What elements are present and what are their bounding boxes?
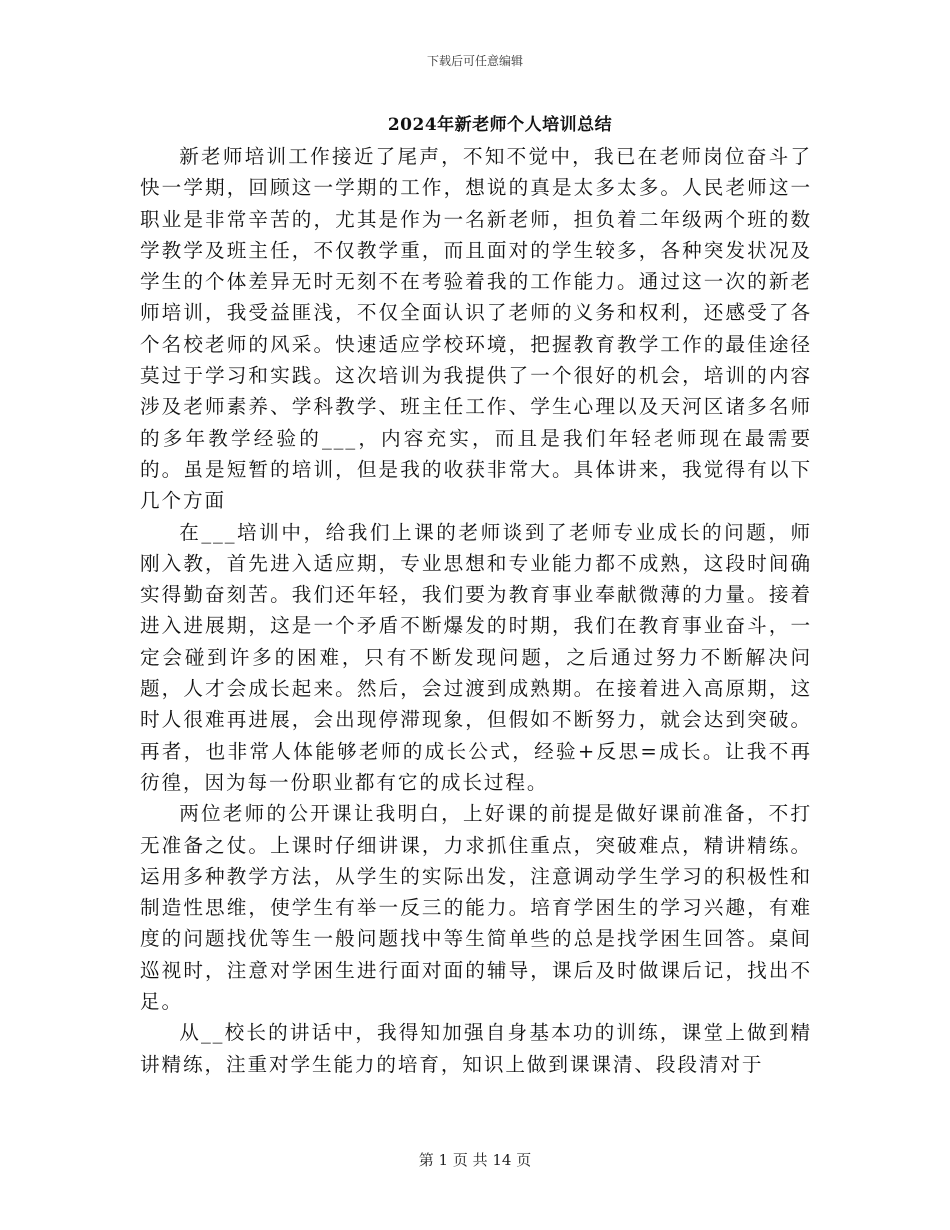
body-paragraph: 从__校长的讲话中，我得知加强自身基本功的训练，课堂上做到精讲精练，注重对学生能力的培育，知识上做到课课清、段段清对于 xyxy=(140,1021,812,1076)
body-paragraph: 在___培训中，给我们上课的老师谈到了老师专业成长的问题，师刚入教，首先进入适应期，专业思想和专业能力都不成熟，这段时间确实得勤奋刻苦。我们还年轻，我们要为教育事业奉献微薄的力量。接着进入进展期，这是一个矛盾不断爆发的时期，我们在教育事业奋斗，一定会碰到许多的困难，只有不断发现问题，之后通过努力不断解决问题，人才会成长起来。然后，会过渡到成熟期。在接着进入高原期，这时人很难再进展，会出现停滞现象，但假如不断努力，就会达到突破。再者，也非常人体能够老师的成长公式，经验+反思=成长。让我不再彷徨，因为每一份职业都有它的成长过程。 xyxy=(140,520,812,794)
body-paragraph: 两位老师的公开课让我明白，上好课的前提是做好课前准备，不打无准备之仗。上课时仔细讲课，力求抓住重点，突破难点，精讲精练。运用多种教学方法，从学生的实际出发，注意调动学生学习的积极性和制造性思维，使学生有举一反三的能力。培育学困生的学习兴趣，有难度的问题找优等生一般问题找中等生简单些的总是找学困生回答。桌间巡视时，注意对学困生进行面对面的辅导，课后及时做课后记，找出不足。 xyxy=(140,802,812,1014)
document-title: 2024年新老师个人培训总结 xyxy=(387,115,613,135)
body-paragraph: 新老师培训工作接近了尾声，不知不觉中，我已在老师岗位奋斗了快一学期，回顾这一学期的工作，想说的真是太多太多。人民老师这一职业是非常辛苦的，尤其是作为一名新老师，担负着二年级两个班的数学教学及班主任，不仅教学重，而且面对的学生较多，各种突发状况及学生的个体差异无时无刻不在考验着我的工作能力。通过这一次的新老师培训，我受益匪浅，不仅全面认识了老师的义务和权利，还感受了各个名校老师的风采。快速适应学校环境，把握教育教学工作的最佳途径莫过于学习和实践。这次培训为我提供了一个很好的机会，培训的内容涉及老师素养、学科教学、班主任工作、学生心理以及天河区诸多名师的多年教学经验的___，内容充实，而且是我们年轻老师现在最需要的。虽是短暂的培训，但是我的收获非常大。具体讲来，我觉得有以下几个方面 xyxy=(140,145,812,513)
document-body xyxy=(140,141,812,1080)
page-number-footer: 第 1 页 共 14 页 xyxy=(418,1151,532,1169)
page-header-note: 下载后可任意编辑 xyxy=(426,54,523,68)
